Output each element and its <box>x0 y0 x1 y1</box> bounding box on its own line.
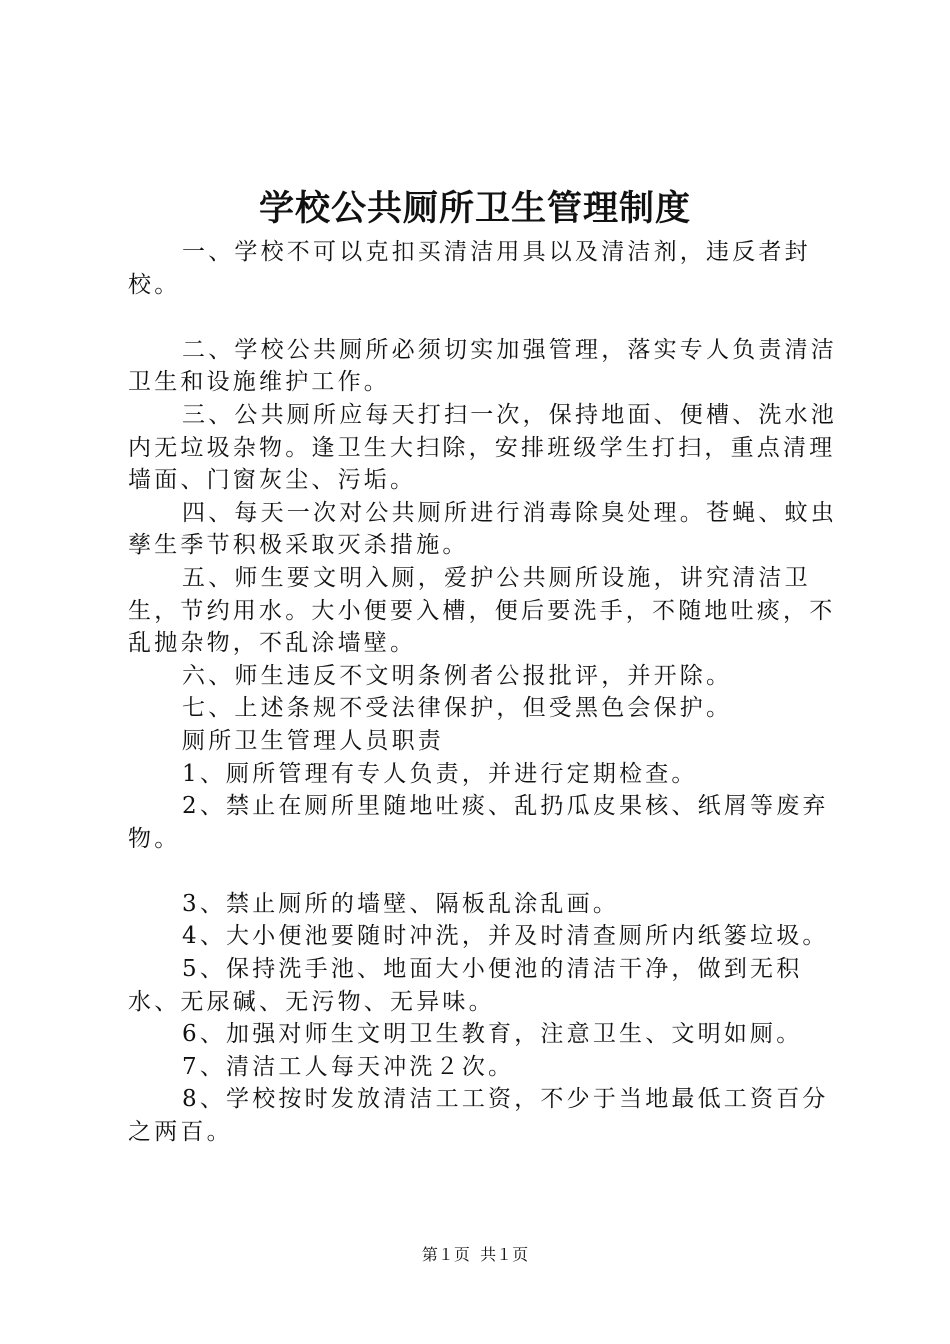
paragraph-6: 六、师生违反不文明条例者公报批评，并开除。 <box>182 662 733 689</box>
duty-item-3: 3、禁止厕所的墙壁、隔板乱涂乱画。 <box>182 890 620 917</box>
document-title: 学校公共厕所卫生管理制度 <box>258 189 691 229</box>
paragraph-4: 四、每天一次对公共厕所进行消毒除臭处理。苍蝇、蚊虫孳生季节积极采取灭杀措施。 <box>128 499 837 559</box>
paragraph-2: 二、学校公共厕所必须切实加强管理，落实专人负责清洁卫生和设施维护工作。 <box>128 336 837 396</box>
document-body <box>128 236 840 1149</box>
section-heading-duties: 厕所卫生管理人员职责 <box>182 727 444 754</box>
duty-item-8: 8、学校按时发放清洁工工资，不少于当地最低工资百分之两百。 <box>128 1086 829 1146</box>
duty-item-7: 7、清洁工人每天冲洗２次。 <box>182 1053 515 1080</box>
duty-item-4: 4、大小便池要随时冲洗，并及时清查厕所内纸篓垃圾。 <box>182 923 829 950</box>
paragraph-5: 五、师生要文明入厕，爱护公共厕所设施，讲究清洁卫生，节约用水。大小便要入槽，便后要洗手，不随地吐痰，不乱抛杂物，不乱涂墙壁。 <box>128 564 836 657</box>
paragraph-1: 一、学校不可以克扣买清洁用具以及清洁剂，违反者封校。 <box>128 239 811 298</box>
duty-item-1: 1、厕所管理有专人负责，并进行定期检查。 <box>182 760 698 787</box>
page-footer <box>0 1244 950 1266</box>
paragraph-7: 七、上述条规不受法律保护，但受黑色会保护。 <box>182 695 733 722</box>
paragraph-3: 三、公共厕所应每天打扫一次，保持地面、便槽、洗水池内无垃圾杂物。逢卫生大扫除，安排班级学生打扫，重点清理墙面、门窗灰尘、污垢。 <box>128 401 837 494</box>
duty-item-5: 5、保持洗手池、地面大小便池的清洁干净，做到无积水、无尿碱、无污物、无异味。 <box>128 956 803 1015</box>
paragraph-gap <box>128 301 840 334</box>
duty-item-2: 2、禁止在厕所里随地吐痰、乱扔瓜皮果核、纸屑等废弃物。 <box>128 793 829 852</box>
paragraph-gap <box>128 855 840 888</box>
duty-item-6: 6、加强对师生文明卫生教育，注意卫生、文明如厕。 <box>182 1021 803 1048</box>
page-number-label: 第１页 共１页 <box>421 1245 529 1264</box>
